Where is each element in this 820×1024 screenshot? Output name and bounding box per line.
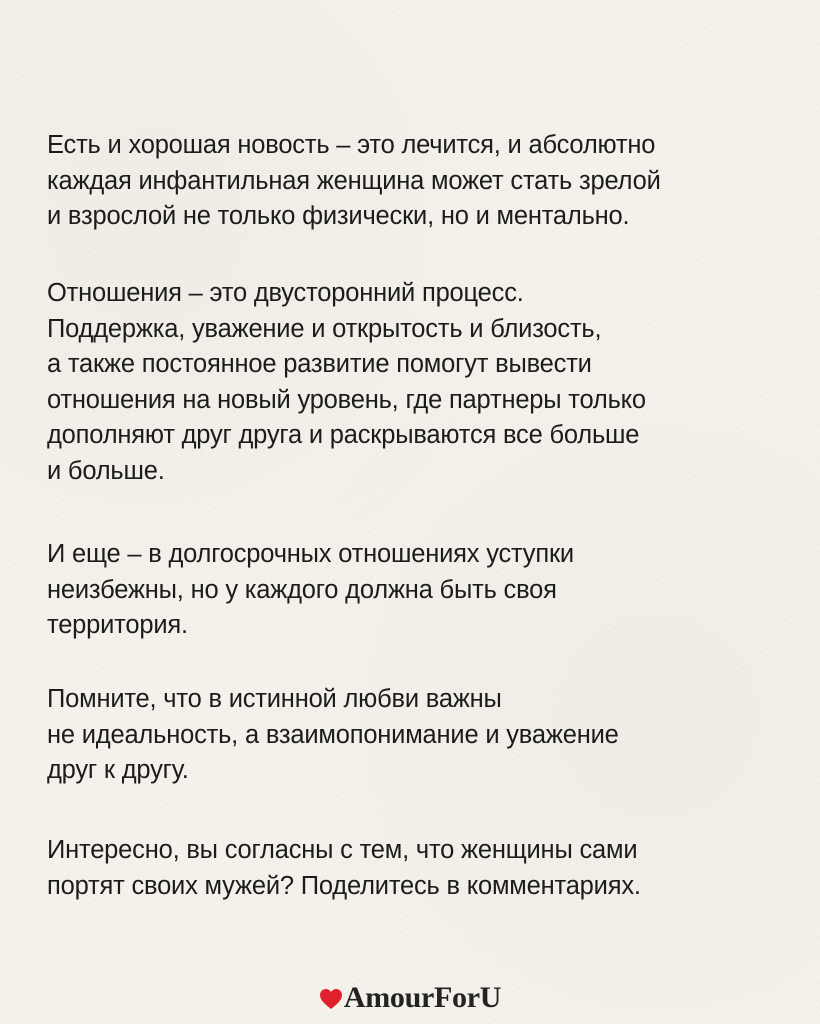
text-line: Отношения – это двусторонний процесс. <box>47 279 524 307</box>
paragraph-question <box>47 833 641 904</box>
text-line: территория. <box>47 611 188 639</box>
text-line: и взрослой не только физически, но и ментально. <box>47 202 630 230</box>
text-line: отношения на новый уровень, где партнеры только <box>47 385 646 414</box>
paragraph-compromises <box>47 537 574 644</box>
text-line: портят своих мужей? Поделитесь в комментариях. <box>47 871 641 900</box>
text-line: Помните, что в истинной любви важны <box>47 685 502 713</box>
text-line: не идеальность, а взаимопонимание и уважение <box>47 720 619 749</box>
text-line: и больше. <box>47 456 165 485</box>
text-line: Есть и хорошая новость – это лечится, и абсолютно <box>47 131 656 159</box>
text-line: а также постоянное развитие помогут вывести <box>47 350 592 378</box>
text-line: Интересно, вы согласны с тем, что женщины сами <box>47 836 638 864</box>
paragraph-good-news <box>47 128 661 235</box>
heart-icon <box>319 981 343 1021</box>
text-line: каждая инфантильная женщина может стать зрелой <box>47 166 661 195</box>
brand-name: AmourForU <box>343 981 502 1014</box>
text-line: Поддержка, уважение и открытость и близость, <box>47 314 602 343</box>
paragraph-true-love <box>47 682 619 789</box>
paragraph-relationships <box>47 276 646 489</box>
text-line: друг к другу. <box>47 756 189 784</box>
brand-logo <box>0 978 820 1021</box>
text-line: И еще – в долгосрочных отношениях уступки <box>47 540 574 568</box>
text-line: неизбежны, но у каждого должна быть своя <box>47 575 557 604</box>
text-line: дополняют друг друга и раскрываются все больше <box>47 421 640 449</box>
